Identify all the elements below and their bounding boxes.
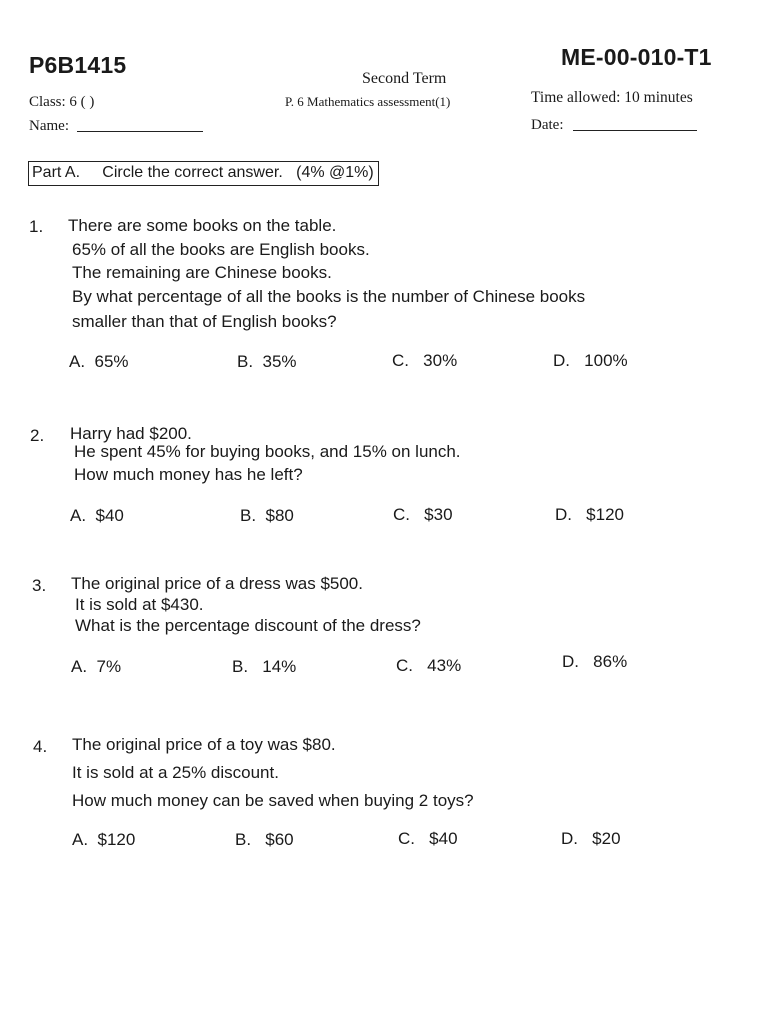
option-letter: B. [235,830,252,849]
question-text-line: 65% of all the books are English books. [72,240,370,259]
option-d[interactable] [561,829,621,849]
time-allowed: Time allowed: 10 minutes [531,89,693,106]
option-letter: A. [69,352,86,371]
subject-title: P. 6 Mathematics assessment(1) [285,94,451,109]
option-letter: D. [555,505,572,524]
option-text: $120 [97,830,136,849]
option-letter: B. [232,657,249,676]
option-a[interactable] [72,830,135,850]
option-b[interactable] [237,352,297,372]
option-c[interactable] [393,505,453,525]
question-number: 3. [32,576,47,595]
question-text-line: How much money has he left? [74,465,303,484]
date-blank-line[interactable] [573,129,697,131]
date-field[interactable] [531,117,697,134]
option-letter: D. [562,652,579,671]
option-text: 100% [584,351,628,370]
question-text-line: The remaining are Chinese books. [72,263,332,282]
date-label: Date: [531,117,564,133]
question-text-line: What is the percentage discount of the dress? [75,616,421,635]
option-text: 35% [262,352,297,371]
option-b[interactable] [232,657,296,677]
question-text-line: The original price of a dress was $500. [71,574,363,593]
option-c[interactable] [398,829,458,849]
class-label: Class: 6 ( ) [29,94,95,110]
option-b[interactable] [235,830,294,850]
name-field[interactable] [29,118,203,135]
question-number: 1. [29,217,44,236]
option-text: 30% [423,351,458,370]
question-text-line: It is sold at $430. [75,595,204,614]
option-letter: A. [70,506,87,525]
part-a-instruction: Circle the correct answer. [102,164,283,181]
term-title: Second Term [362,70,447,87]
option-text: $30 [424,505,453,524]
option-letter: D. [553,351,570,370]
option-letter: D. [561,829,578,848]
question-text-line: It is sold at a 25% discount. [72,763,279,782]
option-text: 14% [262,657,297,676]
question-text-line: The original price of a toy was $80. [72,735,336,754]
option-text: 43% [427,656,462,675]
option-letter: C. [398,829,415,848]
name-label: Name: [29,118,69,134]
option-a[interactable] [69,352,129,372]
question-text-line: There are some books on the table. [68,216,337,235]
option-text: $60 [265,830,294,849]
part-a-instruction-box [28,161,379,186]
option-text: $40 [429,829,458,848]
option-text: 7% [96,657,122,676]
question-number: 2. [30,426,45,445]
option-a[interactable] [70,506,124,526]
question-text-line: smaller than that of English books? [72,312,337,331]
paper-code-right: ME-00-010-T1 [561,44,712,70]
part-a-label: Part A. [32,164,81,181]
question-text-line: By what percentage of all the books is the number of Chinese books [72,287,586,306]
option-d[interactable] [555,505,624,525]
option-letter: B. [240,506,257,525]
option-letter: A. [71,657,88,676]
part-a-marks: (4% @1%) [296,164,374,181]
option-letter: C. [392,351,409,370]
option-c[interactable] [392,351,457,371]
option-text: $80 [265,506,294,525]
option-text: $20 [592,829,621,848]
option-letter: C. [396,656,413,675]
question-number: 4. [33,737,48,756]
question-text-line: He spent 45% for buying books, and 15% on lunch. [74,442,461,461]
option-text: $120 [586,505,624,524]
question-text-line: Harry had $200. [70,424,192,443]
option-c[interactable] [396,656,461,676]
question-text-line: How much money can be saved when buying 2 toys? [72,791,474,810]
option-text: $40 [95,506,124,525]
option-text: 86% [593,652,628,671]
option-letter: B. [237,352,254,371]
option-d[interactable] [562,652,627,672]
option-a[interactable] [71,657,121,677]
option-b[interactable] [240,506,294,526]
option-letter: A. [72,830,89,849]
option-text: 65% [94,352,129,371]
option-letter: C. [393,505,410,524]
paper-code-left: P6B1415 [29,52,127,78]
option-d[interactable] [553,351,628,371]
name-blank-line[interactable] [77,130,203,132]
